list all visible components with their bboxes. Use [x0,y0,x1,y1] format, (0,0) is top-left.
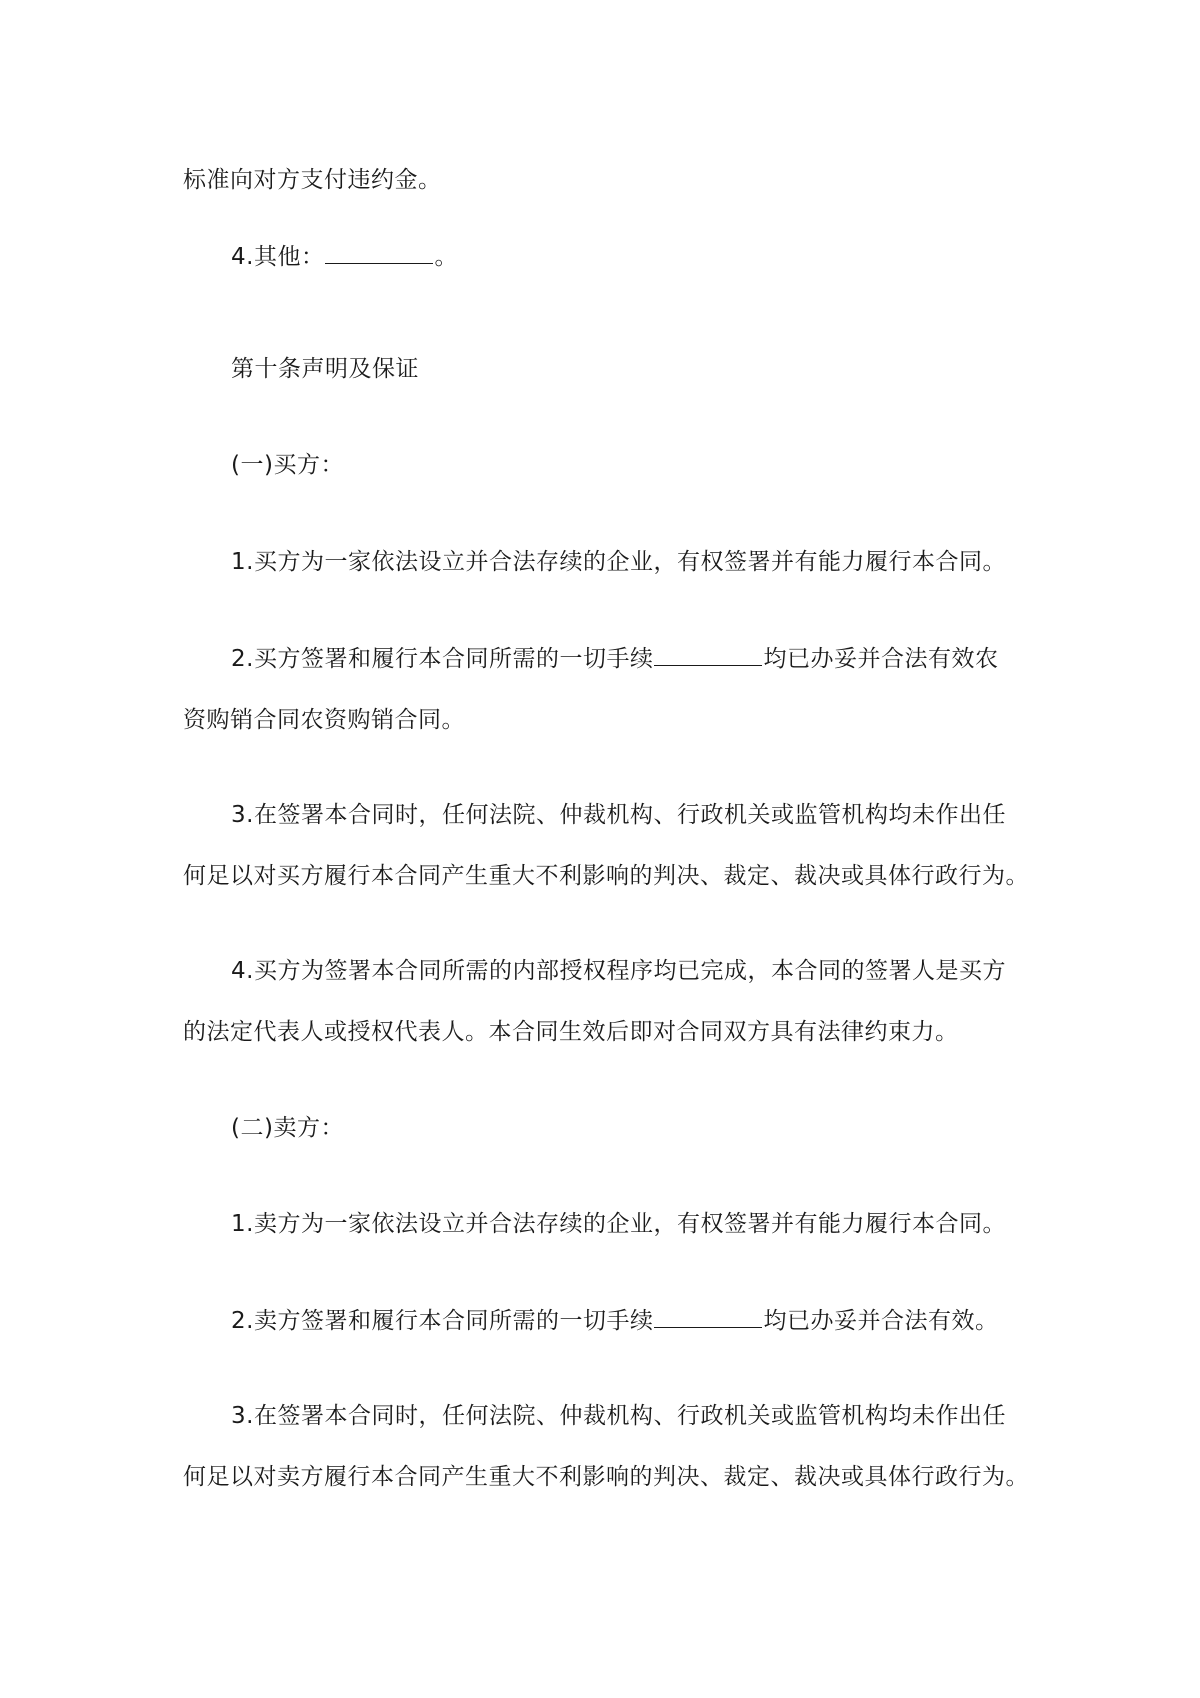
paragraph-line [231,1209,1006,1239]
text: 均已办妥并合法有效农 [763,646,999,672]
subsection-heading [231,450,344,480]
subsection-heading [231,1113,344,1143]
paragraph-line [231,800,1006,830]
text: 的法定代表人或授权代表人。本合同生效后即对合同双方具有法律约束力。 [183,1019,959,1045]
text: 2.买方签署和履行本合同所需的一切手续 [231,646,654,672]
text: 3.在签署本合同时，任何法院、仲裁机构、行政机关或监管机构均未作出任 [231,802,1006,828]
paragraph-line [183,861,1029,891]
text: (一)买方： [231,452,344,478]
paragraph-line [183,1017,959,1047]
text: 第十条声明及保证 [231,356,419,382]
paragraph-line [231,643,998,674]
paragraph-line [183,165,442,195]
text: 标准向对方支付违约金。 [183,167,442,193]
text: (二)卖方： [231,1115,344,1141]
paragraph-line [231,547,1006,577]
paragraph-line [231,956,1006,986]
text: 1.买方为一家依法设立并合法存续的企业，有权签署并有能力履行本合同。 [231,549,1006,575]
section-heading [231,354,419,384]
fill-in-blank [325,241,433,264]
text: 资购销合同农资购销合同。 [183,707,465,733]
paragraph-line [231,1305,998,1336]
fill-in-blank [654,1305,762,1328]
text: 1.卖方为一家依法设立并合法存续的企业，有权签署并有能力履行本合同。 [231,1211,1006,1237]
text: 3.在签署本合同时，任何法院、仲裁机构、行政机关或监管机构均未作出任 [231,1403,1006,1429]
paragraph-line [231,1401,1006,1431]
paragraph-line [231,241,458,272]
text: 。 [434,244,458,270]
paragraph-line [183,705,465,735]
text: 2.卖方签署和履行本合同所需的一切手续 [231,1308,654,1334]
text: 何足以对卖方履行本合同产生重大不利影响的判决、裁定、裁决或具体行政行为。 [183,1464,1029,1490]
fill-in-blank [654,643,762,666]
text: 均已办妥并合法有效。 [763,1308,999,1334]
text: 4.买方为签署本合同所需的内部授权程序均已完成，本合同的签署人是买方 [231,958,1006,984]
text: 4.其他： [231,244,325,270]
text: 何足以对买方履行本合同产生重大不利影响的判决、裁定、裁决或具体行政行为。 [183,863,1029,889]
paragraph-line [183,1462,1029,1492]
